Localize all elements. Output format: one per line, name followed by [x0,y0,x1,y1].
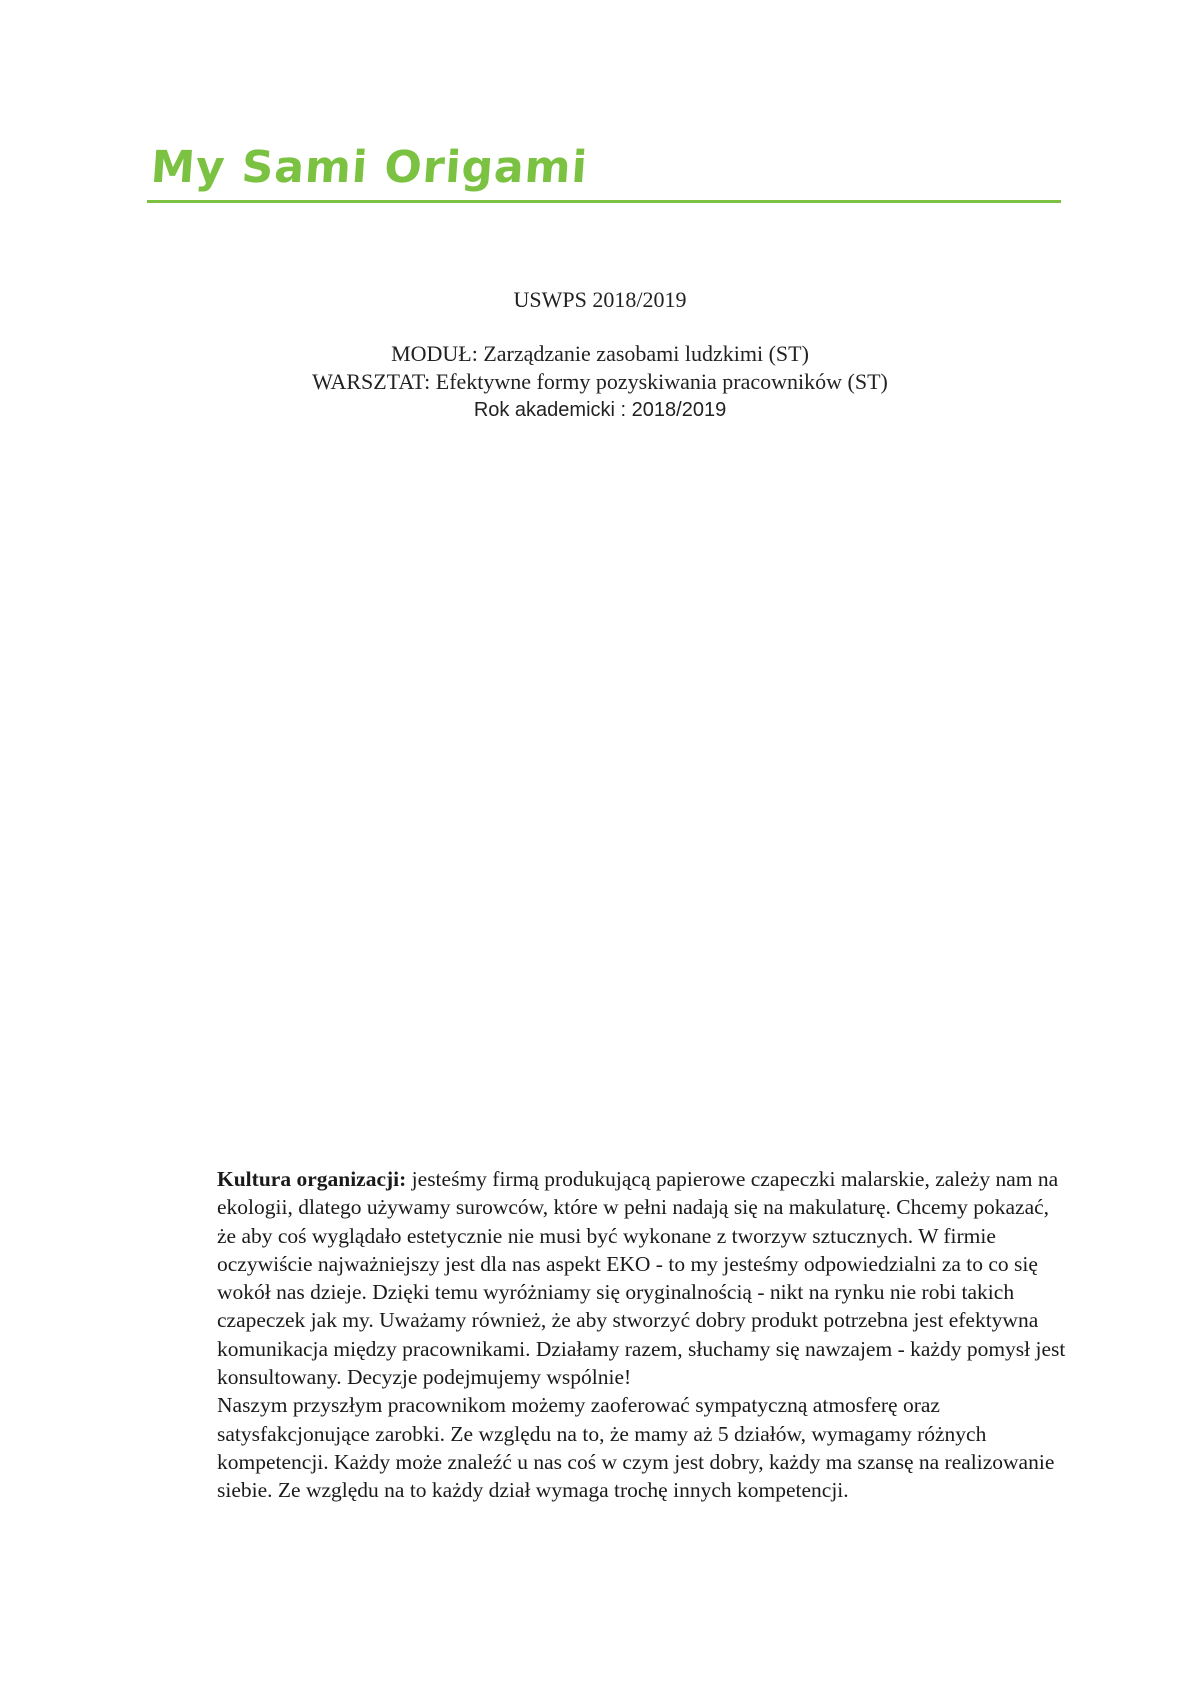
employee-offer-paragraph: Naszym przyszłym pracownikom możemy zaoferować sympatyczną atmosferę oraz satysfakcjonujące zarobki. Ze względu na to, że mamy aż 5 działów, wymagamy różnych kompetencji. Każdy może znaleźć u nas coś w czym jest dobry, każdy ma szansę na realizowanie siebie. Ze względu na to każdy dział wymaga trochę innych kompetencji. [217,1393,1055,1503]
module-line: MODUŁ: Zarządzanie zasobami ludzkimi (ST) [391,341,809,366]
header-divider [147,200,1061,203]
section-label: Kultura organizacji: [217,1167,407,1191]
university-year: USWPS 2018/2019 [513,287,687,312]
paragraph-1-text: jesteśmy firmą produkującą papierowe czapeczki malarskie, zależy nam na ekologii, dlatego używamy surowców, które w pełni nadają się na makulaturę. Chcemy pokazać, że aby coś wyglądało estetycznie nie musi być wykonane z tworzyw sztucznych. W firmie oczywiście najważniejszy jest dla nas aspekt EKO - to my jesteśmy odpowiedzialni za to co się wokół nas dzieje. Dzięki temu wyróżniamy się oryginalnością - nikt na rynku nie robi takich czapeczek jak my. Uważamy również, że aby stworzyć dobry produkt potrzebna jest efektywna komunikacja między pracownikami. Działamy razem, słuchamy się nawzajem - każdy pomysł jest konsultowany. Decyzje podejmujemy wspólnie! [217,1167,1066,1390]
body-text [217,1165,1067,1505]
company-logo: My Sami Origami [149,142,590,193]
academic-year-line: Rok akademicki : 2018/2019 [473,399,727,421]
organization-culture-paragraph [217,1165,1067,1391]
title-block [0,286,1200,424]
document-header [147,140,1061,203]
title-spacer [0,314,1200,340]
workshop-line: WARSZTAT: Efektywne formy pozyskiwania pracowników (ST) [312,369,888,394]
